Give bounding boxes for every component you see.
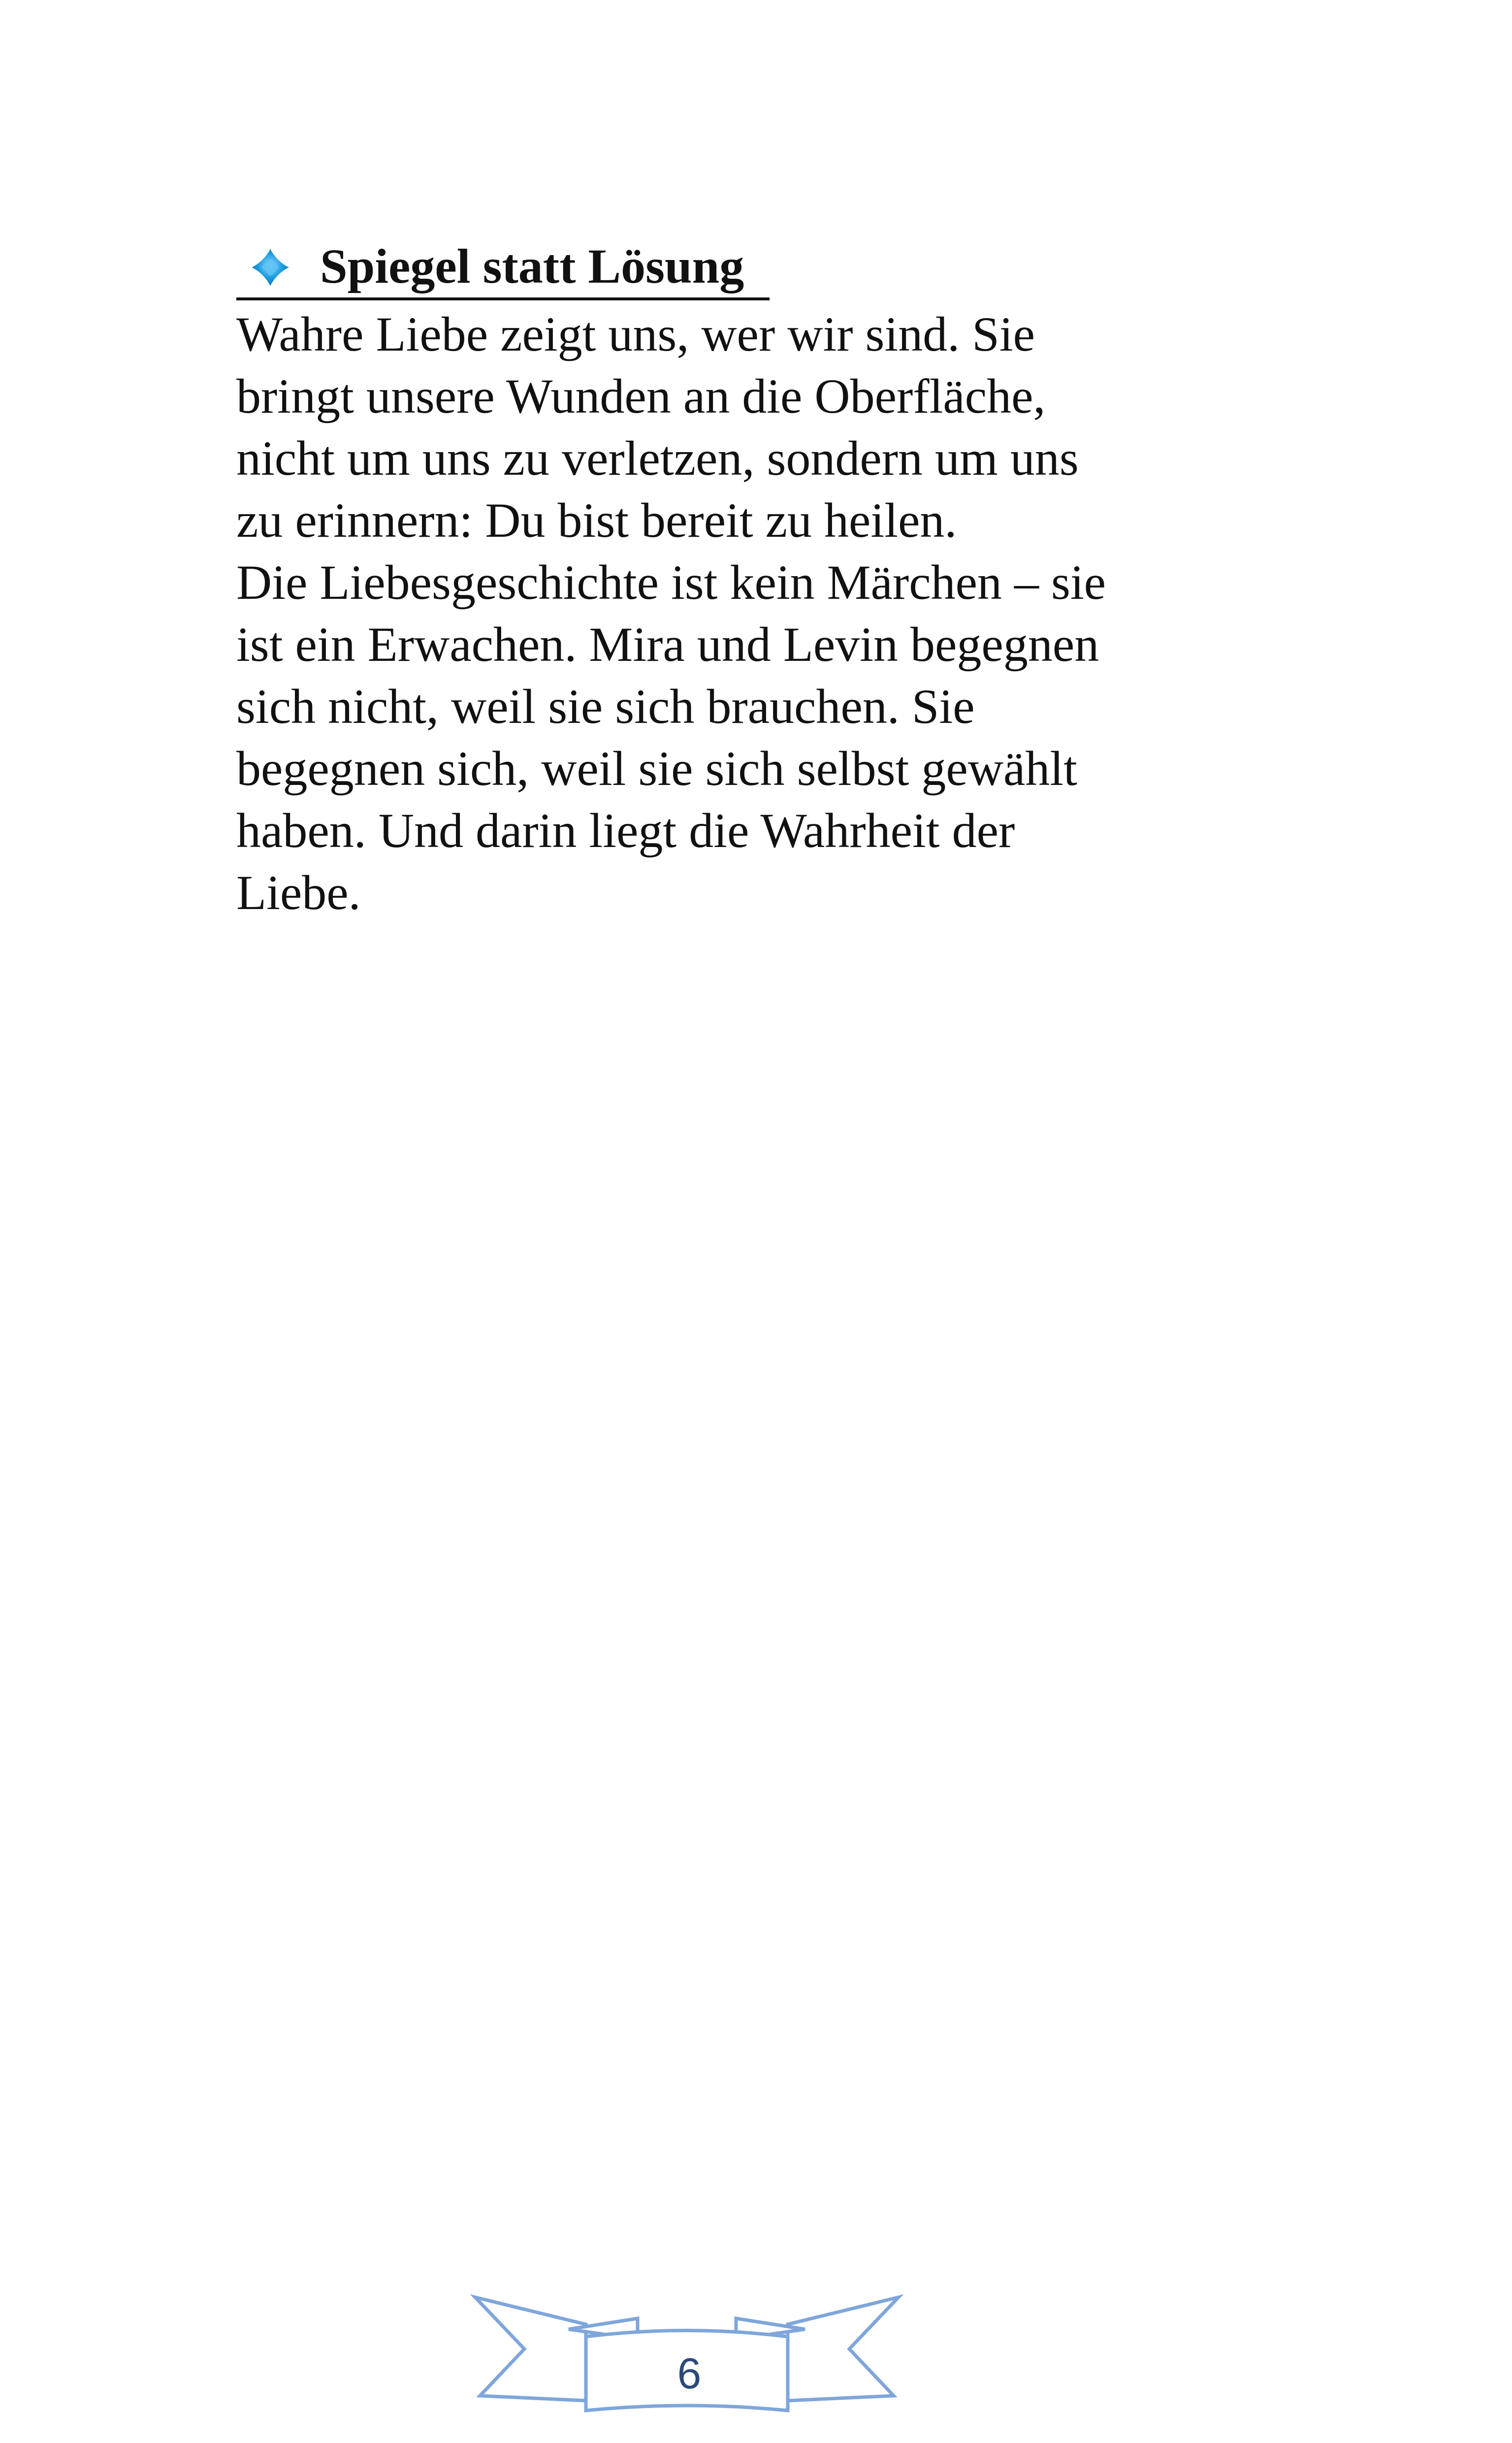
page-number: 6 [677,2349,702,2398]
text-line: bringt unsere Wunden an die Oberfläche, [236,369,1046,423]
text-line: sich nicht, weil sie sich brauchen. Sie [236,679,975,734]
paragraph-2 [236,552,1152,924]
section-heading-text: Spiegel statt Lösung [320,239,744,293]
text-line: nicht um uns zu verletzen, sondern um uns [236,431,1079,486]
text-line: Liebe. [236,865,361,920]
section-heading [236,235,770,300]
text-line: ist ein Erwachen. Mira und Levin begegnen [236,617,1099,672]
page-content [236,235,1152,924]
paragraph-1 [236,303,1152,552]
text-line: haben. Und darin liegt die Wahrheit der [236,803,1015,858]
blue-diamond-icon [250,247,290,288]
text-line: zu erinnern: Du bist bereit zu heilen. [236,493,957,548]
text-line: begegnen sich, weil sie sich selbst gewählt [236,741,1077,796]
text-line: Die Liebesgeschichte ist kein Märchen – sie [236,555,1106,610]
text-line: Wahre Liebe zeigt uns, wer wir sind. Sie [236,307,1035,361]
